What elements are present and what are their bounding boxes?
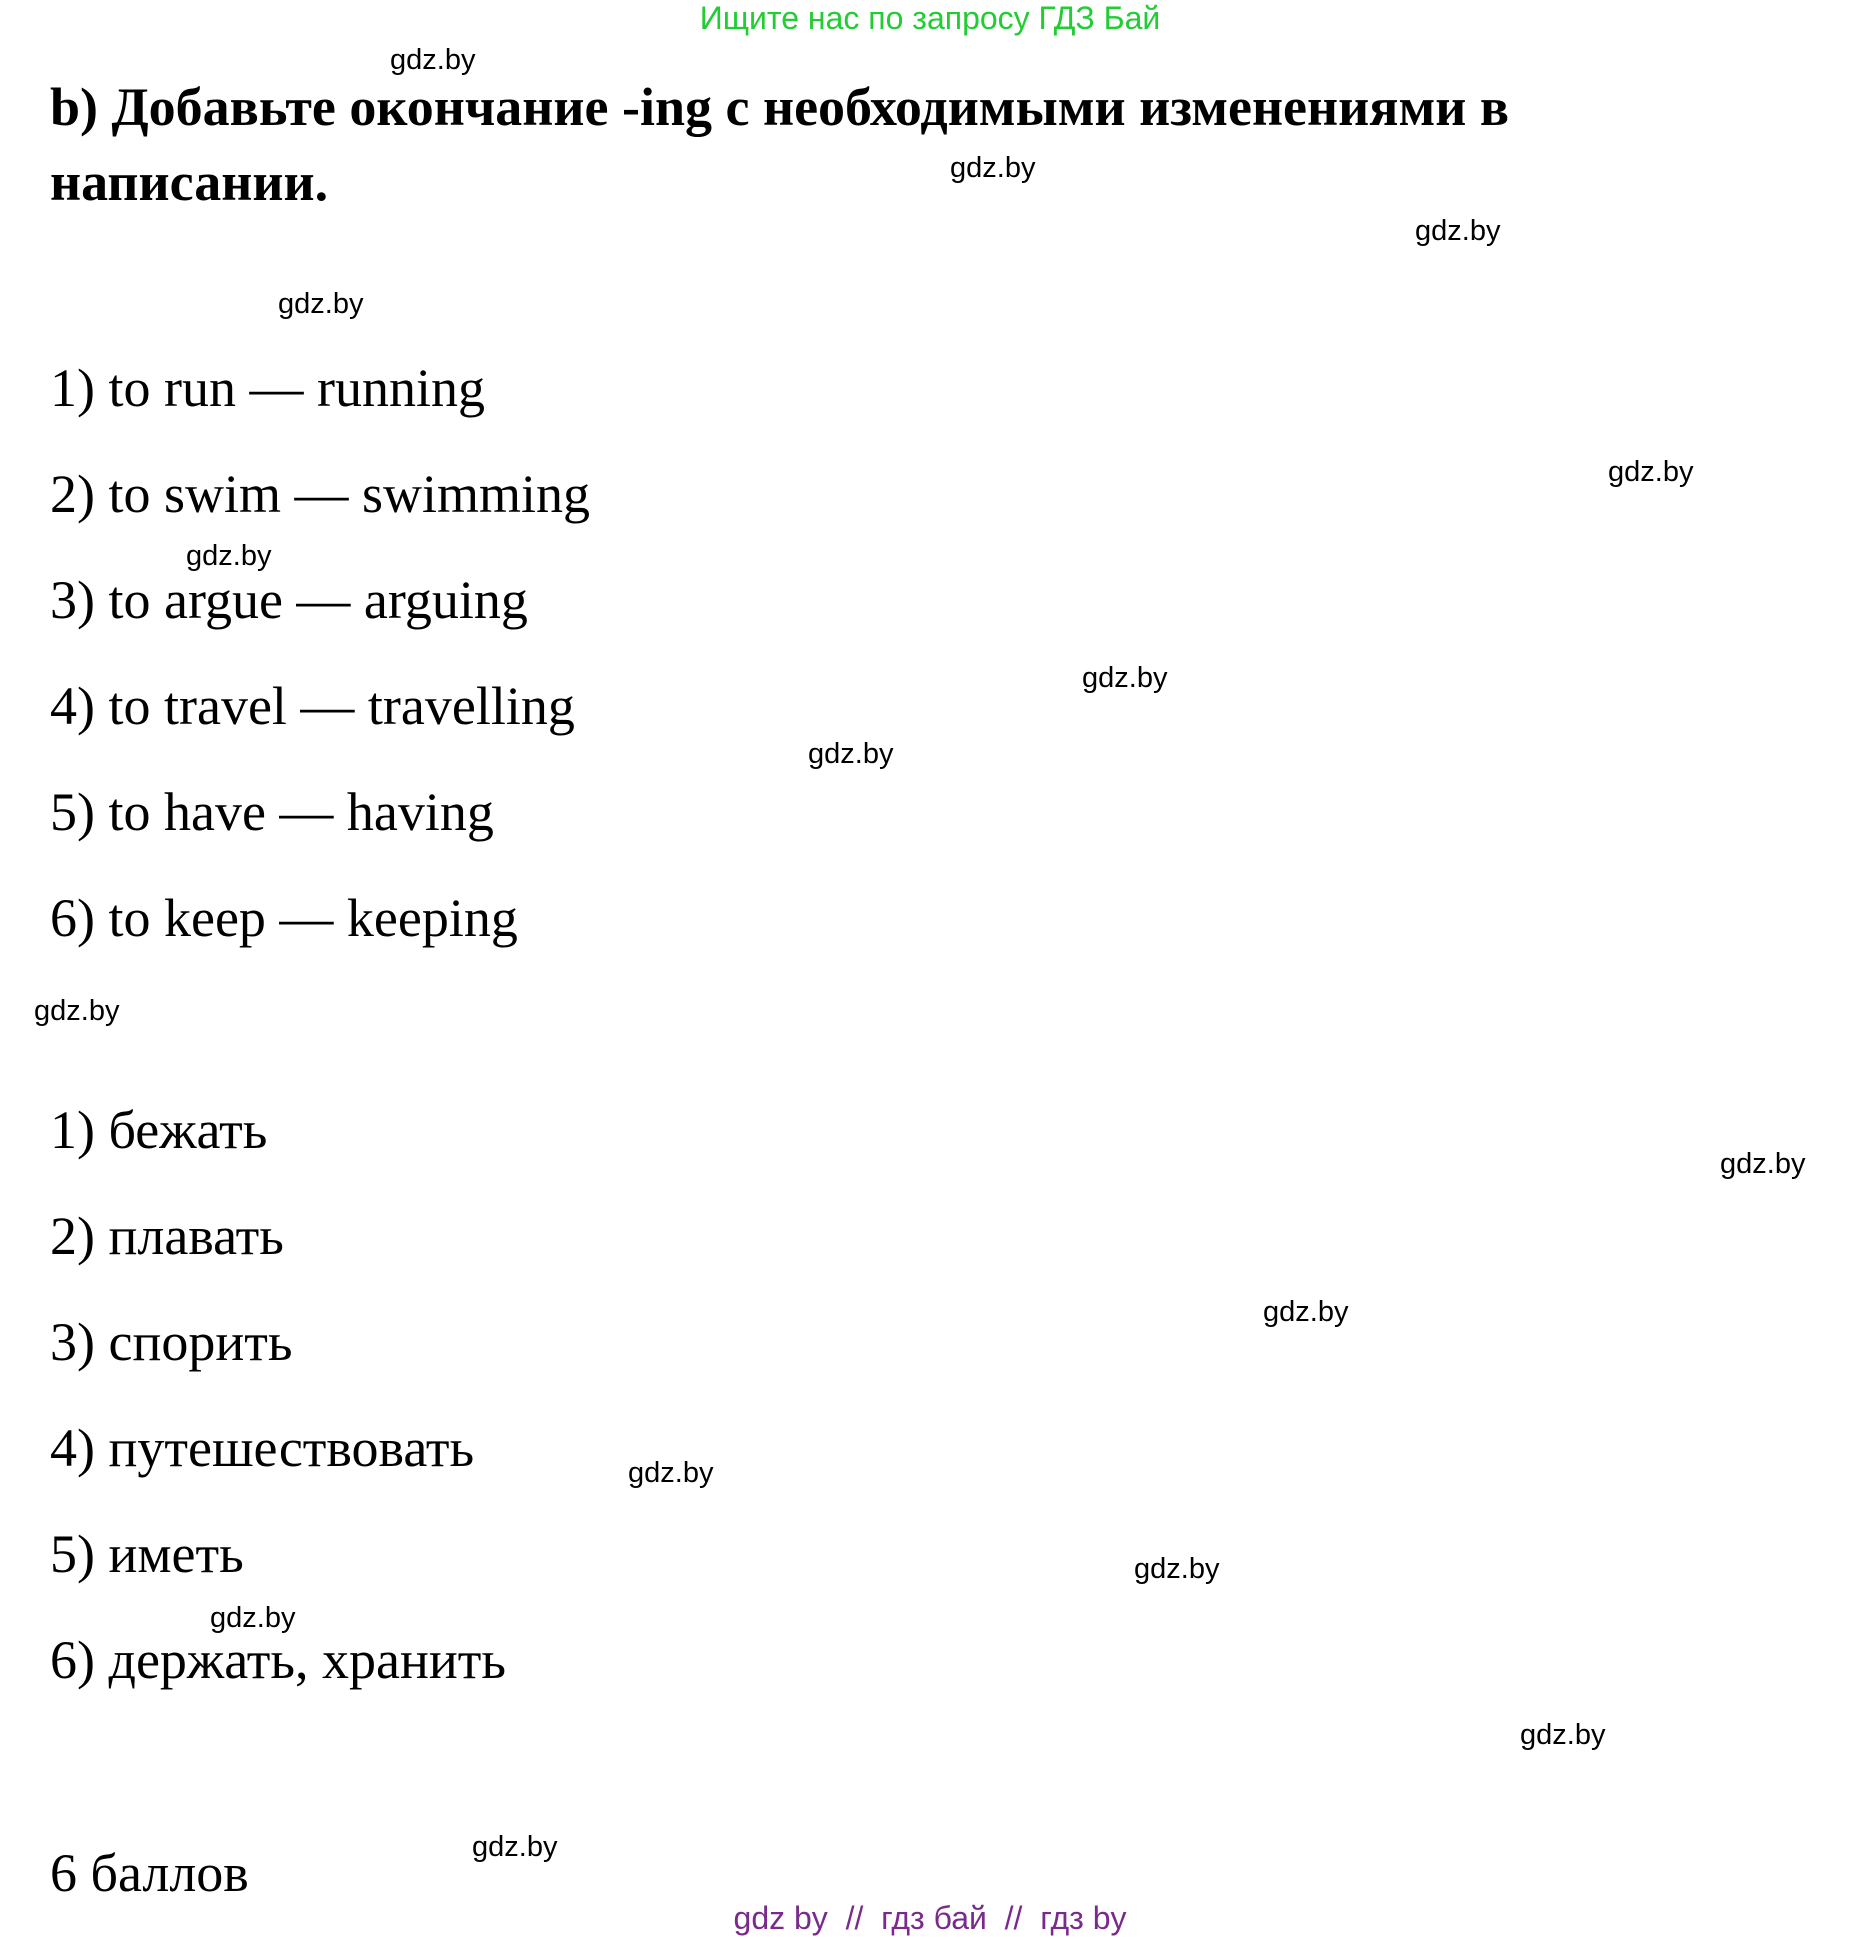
score-label: 6 баллов (50, 1843, 249, 1903)
watermark: gdz.by (1520, 1719, 1606, 1751)
watermark: gdz.by (472, 1831, 558, 1863)
watermark: gdz.by (1608, 456, 1694, 488)
translation-item: 1) бежать (50, 1100, 268, 1160)
answer-item: 4) to travel — travelling (50, 676, 575, 736)
answers-list (50, 335, 590, 971)
watermark: gdz.by (186, 540, 272, 572)
translation-item: 5) иметь (50, 1524, 244, 1584)
answer-item: 3) to argue — arguing (50, 570, 528, 630)
watermark: gdz.by (1415, 215, 1501, 247)
watermark: gdz.by (278, 288, 364, 320)
task-heading: b) Добавьте окончание -ing с необходимыми изменениями в написании. (50, 77, 1510, 212)
answer-item: 5) to have — having (50, 782, 494, 842)
translation-item: 4) путешествовать (50, 1418, 475, 1478)
answer-item: 6) to keep — keeping (50, 888, 518, 948)
watermark: gdz.by (950, 152, 1036, 184)
watermark: gdz.by (390, 44, 476, 76)
watermark: gdz.by (1720, 1148, 1806, 1180)
watermark: gdz.by (1263, 1296, 1349, 1328)
watermark: gdz.by (210, 1602, 296, 1634)
watermark: gdz.by (628, 1457, 714, 1489)
answer-item: 2) to swim — swimming (50, 464, 591, 524)
translation-item: 3) спорить (50, 1312, 293, 1372)
bottom-banner: gdz by // гдз бай // гдз by (733, 1900, 1127, 1936)
watermark: gdz.by (1082, 662, 1168, 694)
translation-item: 2) плавать (50, 1206, 284, 1266)
translation-item: 6) держать, хранить (50, 1630, 507, 1690)
answer-item: 1) to run — running (50, 358, 485, 418)
top-banner: Ищите нас по запросу ГДЗ Бай (699, 0, 1161, 36)
watermark: gdz.by (808, 738, 894, 770)
watermark: gdz.by (1134, 1553, 1220, 1585)
watermark: gdz.by (34, 995, 120, 1027)
